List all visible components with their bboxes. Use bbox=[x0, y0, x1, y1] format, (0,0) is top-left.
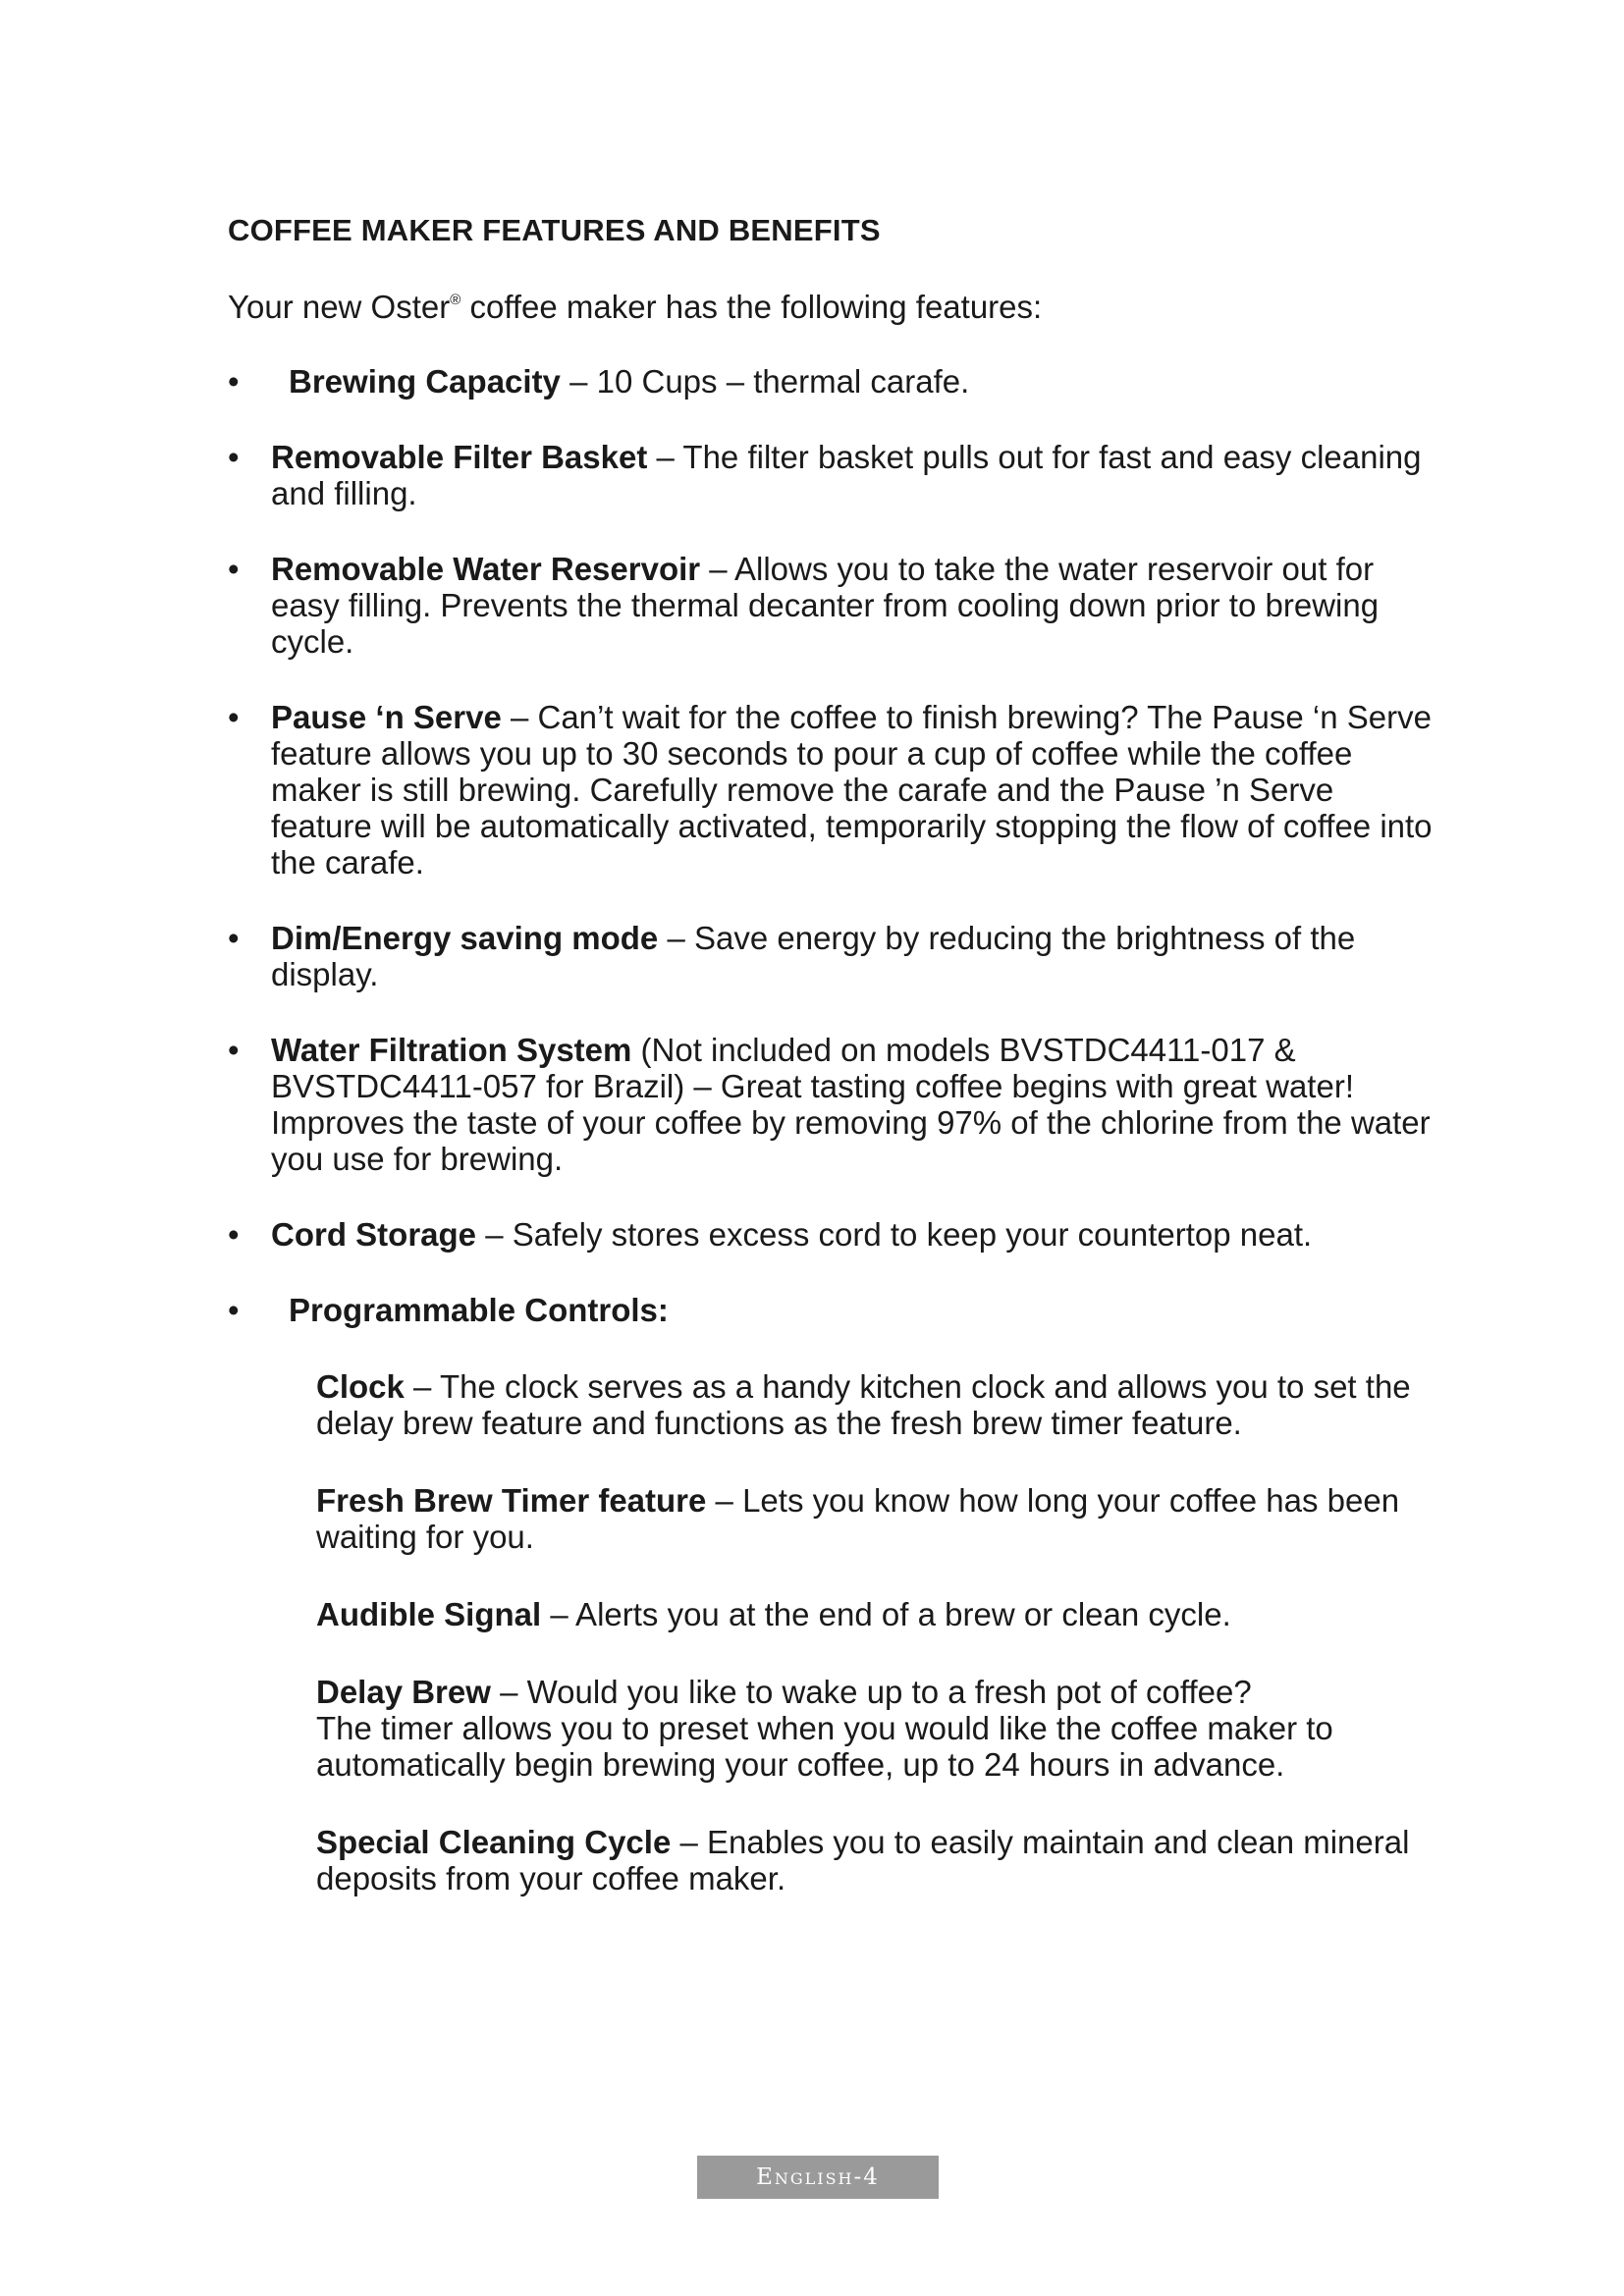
intro-paragraph bbox=[228, 289, 1042, 325]
programmable-controls-list bbox=[228, 1368, 1445, 1938]
bullet: • bbox=[228, 363, 240, 400]
control-text: – Lets you know how long your coffee has been waiting for you. bbox=[316, 1482, 1400, 1555]
control-item-audible-signal bbox=[316, 1596, 1445, 1632]
feature-item-water-filtration bbox=[228, 1032, 1435, 1177]
bullet: • bbox=[228, 439, 240, 475]
control-title: Delay Brew bbox=[316, 1674, 491, 1710]
control-title: Audible Signal bbox=[316, 1596, 542, 1632]
feature-item-pause-n-serve bbox=[228, 699, 1435, 881]
control-text-continued: The timer allows you to preset when you would like the coffee maker to automatically begin brewing your coffee, up to 24 hours in advance. bbox=[316, 1710, 1333, 1783]
bullet: • bbox=[228, 551, 240, 587]
features-list bbox=[228, 363, 1435, 1367]
control-item-fresh-brew-timer bbox=[316, 1482, 1445, 1555]
bullet: • bbox=[228, 1216, 240, 1253]
control-item-special-cleaning bbox=[316, 1824, 1445, 1896]
feature-title: Removable Water Reservoir bbox=[271, 551, 701, 587]
control-item-clock bbox=[316, 1368, 1445, 1441]
page-heading: COFFEE MAKER FEATURES AND BENEFITS bbox=[228, 213, 881, 247]
page-number-tab bbox=[697, 2156, 939, 2199]
feature-text: (Not included on models BVSTDC4411-017 & BVSTDC4411-057 for Brazil) – Great tasting coffee begins with great water! Improves the taste of your coffee by removing 97% of the chlorine from the water you use for brewing. bbox=[271, 1032, 1431, 1177]
feature-title: Pause ‘n Serve bbox=[271, 699, 502, 735]
feature-item-cord-storage bbox=[228, 1216, 1435, 1253]
feature-title: Brewing Capacity bbox=[289, 363, 561, 400]
control-item-delay-brew bbox=[316, 1674, 1445, 1783]
feature-text: – Can’t wait for the coffee to finish brewing? The Pause ‘n Serve feature allows you up to 30 seconds to pour a cup of coffee while the coffee maker is still brewing. Carefully remove the carafe and the Pause ’n Serve feature will be automatically activated, temporarily stopping the flow of coffee into the carafe. bbox=[271, 699, 1433, 881]
bullet: • bbox=[228, 920, 240, 956]
control-title: Clock bbox=[316, 1368, 405, 1405]
feature-item-programmable-controls bbox=[228, 1292, 1435, 1328]
registered-mark: ® bbox=[450, 292, 461, 308]
feature-item-energy-saving bbox=[228, 920, 1435, 992]
control-text: – The clock serves as a handy kitchen clock and allows you to set the delay brew feature and functions as the fresh brew timer feature. bbox=[316, 1368, 1411, 1441]
feature-item-water-reservoir bbox=[228, 551, 1435, 660]
feature-text: – 10 Cups – thermal carafe. bbox=[560, 363, 970, 400]
feature-text: – Safely stores excess cord to keep your countertop neat. bbox=[476, 1216, 1313, 1253]
feature-item-brewing-capacity bbox=[228, 363, 1435, 400]
bullet: • bbox=[228, 1032, 240, 1068]
bullet: • bbox=[228, 699, 240, 735]
feature-title: Removable Filter Basket bbox=[271, 439, 648, 475]
feature-item-filter-basket bbox=[228, 439, 1435, 511]
control-text: – Enables you to easily maintain and clean mineral deposits from your coffee maker. bbox=[316, 1824, 1410, 1896]
feature-title: Water Filtration System bbox=[271, 1032, 632, 1068]
page-number-label: English-4 bbox=[756, 2164, 880, 2190]
feature-title: Cord Storage bbox=[271, 1216, 477, 1253]
feature-title: Dim/Energy saving mode bbox=[271, 920, 659, 956]
feature-text: – Save energy by reducing the brightness of the display. bbox=[271, 920, 1356, 992]
control-text: – Alerts you at the end of a brew or clean cycle. bbox=[541, 1596, 1231, 1632]
feature-text: – Allows you to take the water reservoir out for easy filling. Prevents the thermal decanter from cooling down prior to brewing cycle. bbox=[271, 551, 1380, 660]
programmable-title: Programmable Controls: bbox=[289, 1292, 669, 1328]
bullet: • bbox=[228, 1292, 240, 1328]
control-title: Fresh Brew Timer feature bbox=[316, 1482, 707, 1519]
control-title: Special Cleaning Cycle bbox=[316, 1824, 672, 1860]
intro-text-end: coffee maker has the following features: bbox=[460, 289, 1043, 325]
control-text: – Would you like to wake up to a fresh pot of coffee? bbox=[490, 1674, 1252, 1710]
intro-text-start: Your new Oster bbox=[228, 289, 451, 325]
feature-text: – The filter basket pulls out for fast and easy cleaning and filling. bbox=[271, 439, 1422, 511]
